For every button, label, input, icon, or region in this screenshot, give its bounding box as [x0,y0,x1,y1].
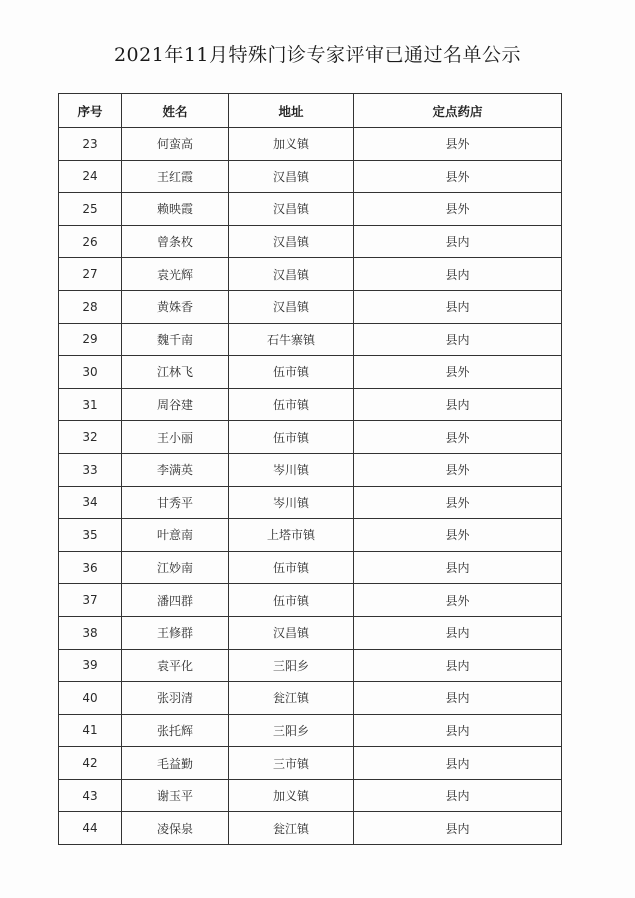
table-row [59,747,562,780]
table-row [59,290,562,323]
cell-designated-pharmacy: 县内 [354,747,562,780]
table-row [59,519,562,552]
table-row [59,584,562,617]
cell-designated-pharmacy: 县外 [354,453,562,486]
table-header-row [59,94,562,128]
cell-designated-pharmacy: 县外 [354,356,562,389]
cell-name: 江林飞 [122,356,229,389]
table-row [59,453,562,486]
cell-serial-number: 40 [59,682,122,715]
cell-address: 三阳乡 [229,714,354,747]
cell-serial-number: 39 [59,649,122,682]
cell-address: 伍市镇 [229,584,354,617]
cell-designated-pharmacy: 县内 [354,258,562,291]
cell-name: 袁平化 [122,649,229,682]
table-row [59,388,562,421]
cell-name: 谢玉平 [122,779,229,812]
cell-name: 凌保泉 [122,812,229,845]
cell-serial-number: 34 [59,486,122,519]
table-row [59,128,562,161]
page-title: 2021年11月特殊门诊专家评审已通过名单公示 [113,44,522,66]
cell-address: 汉昌镇 [229,160,354,193]
cell-serial-number: 29 [59,323,122,356]
cell-name: 甘秀平 [122,486,229,519]
cell-name: 袁光辉 [122,258,229,291]
cell-address: 石牛寨镇 [229,323,354,356]
cell-name: 王修群 [122,616,229,649]
cell-serial-number: 38 [59,616,122,649]
cell-name: 赖映霞 [122,193,229,226]
cell-designated-pharmacy: 县外 [354,160,562,193]
table-row [59,812,562,845]
table-row [59,486,562,519]
table-row [59,682,562,715]
cell-address: 岑川镇 [229,453,354,486]
cell-address: 瓮江镇 [229,812,354,845]
cell-name: 王小丽 [122,421,229,454]
table-row [59,779,562,812]
cell-address: 岑川镇 [229,486,354,519]
table-row [59,225,562,258]
cell-address: 伍市镇 [229,421,354,454]
cell-designated-pharmacy: 县外 [354,128,562,161]
table-row [59,193,562,226]
cell-address: 汉昌镇 [229,193,354,226]
cell-name: 叶意南 [122,519,229,552]
cell-designated-pharmacy: 县内 [354,323,562,356]
cell-designated-pharmacy: 县内 [354,616,562,649]
cell-designated-pharmacy: 县内 [354,225,562,258]
cell-name: 李满英 [122,453,229,486]
cell-designated-pharmacy: 县外 [354,519,562,552]
cell-name: 何蛮高 [122,128,229,161]
cell-designated-pharmacy: 县内 [354,649,562,682]
cell-serial-number: 28 [59,290,122,323]
cell-designated-pharmacy: 县外 [354,486,562,519]
cell-serial-number: 42 [59,747,122,780]
cell-name: 张托辉 [122,714,229,747]
cell-serial-number: 32 [59,421,122,454]
approved-list-table [58,93,562,845]
cell-serial-number: 44 [59,812,122,845]
cell-designated-pharmacy: 县外 [354,584,562,617]
table-row [59,551,562,584]
cell-address: 汉昌镇 [229,290,354,323]
header-serial-number: 序号 [59,94,122,128]
cell-name: 潘四群 [122,584,229,617]
header-address: 地址 [229,94,354,128]
cell-name: 曾条枚 [122,225,229,258]
cell-address: 伍市镇 [229,388,354,421]
cell-designated-pharmacy: 县内 [354,388,562,421]
cell-name: 王红霞 [122,160,229,193]
cell-serial-number: 24 [59,160,122,193]
table-row [59,649,562,682]
table-row [59,714,562,747]
cell-serial-number: 33 [59,453,122,486]
header-designated-pharmacy: 定点药店 [354,94,562,128]
cell-designated-pharmacy: 县内 [354,290,562,323]
cell-serial-number: 35 [59,519,122,552]
table-row [59,356,562,389]
table-body [59,128,562,845]
cell-address: 汉昌镇 [229,225,354,258]
cell-designated-pharmacy: 县内 [354,714,562,747]
cell-designated-pharmacy: 县内 [354,779,562,812]
cell-address: 加义镇 [229,128,354,161]
table-row [59,160,562,193]
cell-designated-pharmacy: 县内 [354,551,562,584]
cell-serial-number: 25 [59,193,122,226]
cell-address: 上塔市镇 [229,519,354,552]
cell-address: 瓮江镇 [229,682,354,715]
cell-serial-number: 23 [59,128,122,161]
cell-address: 三阳乡 [229,649,354,682]
cell-name: 张羽清 [122,682,229,715]
cell-serial-number: 43 [59,779,122,812]
cell-serial-number: 36 [59,551,122,584]
cell-designated-pharmacy: 县外 [354,193,562,226]
cell-address: 汉昌镇 [229,616,354,649]
cell-address: 伍市镇 [229,356,354,389]
cell-name: 黄姝香 [122,290,229,323]
table-row [59,421,562,454]
cell-address: 伍市镇 [229,551,354,584]
table-row [59,258,562,291]
cell-designated-pharmacy: 县内 [354,682,562,715]
cell-address: 汉昌镇 [229,258,354,291]
cell-designated-pharmacy: 县内 [354,812,562,845]
cell-name: 魏千南 [122,323,229,356]
cell-name: 毛益勤 [122,747,229,780]
header-name: 姓名 [122,94,229,128]
cell-serial-number: 41 [59,714,122,747]
table-row [59,323,562,356]
cell-name: 江妙南 [122,551,229,584]
cell-serial-number: 27 [59,258,122,291]
cell-serial-number: 26 [59,225,122,258]
cell-address: 三市镇 [229,747,354,780]
table-row [59,616,562,649]
cell-name: 周谷建 [122,388,229,421]
cell-serial-number: 31 [59,388,122,421]
cell-serial-number: 37 [59,584,122,617]
cell-address: 加义镇 [229,779,354,812]
cell-designated-pharmacy: 县外 [354,421,562,454]
cell-serial-number: 30 [59,356,122,389]
